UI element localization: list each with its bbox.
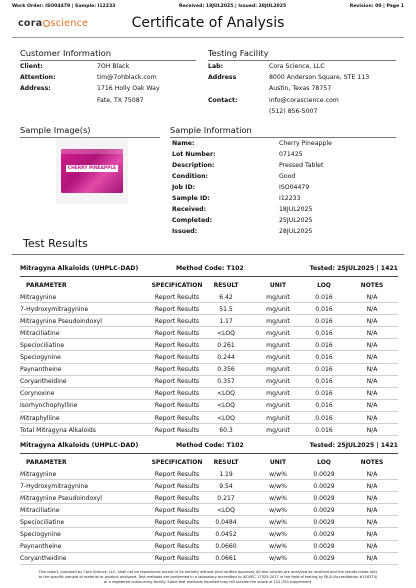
unit-cell: mg/unit — [266, 317, 290, 325]
table-body — [20, 468, 398, 565]
result-cell: 1.19 — [219, 470, 233, 478]
result-cell: 0.261 — [217, 341, 235, 349]
sample-info-block — [172, 138, 396, 242]
table-row — [20, 516, 398, 528]
unit-cell: mg/unit — [266, 341, 290, 349]
parameter-cell: Mitragynine Pseudoindoxyl — [20, 317, 102, 325]
col-unit: UNIT — [269, 458, 287, 466]
notes-cell: N/A — [366, 470, 378, 478]
tested-date: Tested: 25JUL2025 | 1421 — [309, 442, 398, 449]
loq-cell: 0.016 — [315, 293, 333, 301]
unit-cell: mg/unit — [266, 329, 290, 337]
result-cell: 0.0660 — [215, 543, 237, 551]
revision-text: Revision: 00 | Page 1 — [349, 4, 404, 9]
unit-cell: mg/unit — [266, 426, 290, 434]
specification-cell: Report Results — [154, 354, 200, 362]
contact-phone: (512) 856-5007 — [269, 107, 318, 115]
result-cell: 51.5 — [219, 305, 233, 313]
job-id-value: ISO04479 — [279, 184, 310, 191]
column-header-row — [20, 456, 398, 468]
attention-label: Attention: — [20, 74, 56, 82]
unit-cell: mg/unit — [266, 293, 290, 301]
table-row — [20, 541, 398, 553]
col-notes: NOTES — [360, 281, 384, 289]
result-cell: 0.217 — [217, 494, 235, 502]
col-specification: SPECIFICATION — [151, 281, 203, 289]
notes-cell: N/A — [366, 543, 378, 551]
unit-cell: w/w% — [269, 506, 287, 514]
pouch-label: CHERRY PINEAPPLE — [67, 166, 117, 171]
specification-cell: Report Results — [154, 543, 200, 551]
completed-value: 25JUL2025 — [279, 217, 313, 224]
unit-cell: mg/unit — [266, 305, 290, 313]
sample-photo — [56, 138, 128, 204]
col-parameter: PARAMETER — [26, 458, 67, 466]
notes-cell: N/A — [366, 555, 378, 563]
method-code: Method Code: T102 — [176, 442, 244, 449]
unit-cell: w/w% — [269, 482, 287, 490]
table-row — [20, 351, 398, 363]
name-label: Name: — [172, 140, 195, 147]
parameter-cell: Total Mitragyna Alkaloids — [20, 426, 96, 434]
loq-cell: 0.016 — [315, 317, 333, 325]
parameter-cell: Mitraphylline — [20, 414, 60, 422]
sample-id-value: I12233 — [279, 195, 301, 202]
table-row — [20, 528, 398, 540]
specification-cell: Report Results — [154, 506, 200, 514]
result-cell: <LOQ — [217, 329, 235, 337]
table-row — [20, 468, 398, 480]
specification-cell: Report Results — [154, 426, 200, 434]
table-row — [20, 388, 398, 400]
table-row — [20, 327, 398, 339]
result-cell: <LOQ — [217, 414, 235, 422]
table-row — [20, 376, 398, 388]
table-row — [20, 480, 398, 492]
specification-cell: Report Results — [154, 518, 200, 526]
header-divider — [12, 37, 404, 38]
parameter-cell: 7-Hydroxymitragynine — [20, 482, 89, 490]
result-cell: 60.3 — [219, 426, 233, 434]
unit-cell: w/w% — [269, 470, 287, 478]
description-value: Pressed Tablet — [279, 162, 324, 169]
customer-info-heading: Customer Information — [20, 48, 111, 58]
notes-cell: N/A — [366, 366, 378, 374]
specification-cell: Report Results — [154, 531, 200, 539]
table-body — [20, 291, 398, 436]
testing-facility-heading: Testing Facility — [208, 48, 269, 58]
loq-cell: 0.016 — [315, 390, 333, 398]
description-label: Description: — [172, 162, 215, 169]
issued-label: Issued: — [172, 228, 198, 235]
received-value: 18JUL2025 — [279, 206, 313, 213]
table-row — [20, 400, 398, 412]
disclaimer-line-1: This report, prepared by Cora Science, LLC, shall not be reproduced except in its entirety without prior written approval. All test articles are analyzed as received and the results relate only — [38, 570, 378, 574]
lab-value: Cora Science, LLC — [269, 63, 325, 70]
specification-cell: Report Results — [154, 366, 200, 374]
notes-cell: N/A — [366, 482, 378, 490]
col-result: RESULT — [213, 458, 239, 466]
tested-date: Tested: 25JUL2025 | 1421 — [309, 265, 398, 272]
parameter-cell: Speciogynine — [20, 354, 61, 362]
disclaimer-footer — [16, 570, 400, 585]
loq-cell: 0.016 — [315, 341, 333, 349]
table-row — [20, 303, 398, 315]
loq-cell: 0.016 — [315, 426, 333, 434]
notes-cell: N/A — [366, 378, 378, 386]
unit-cell: mg/unit — [266, 366, 290, 374]
logo-cora-text: cora — [18, 17, 43, 29]
specification-cell: Report Results — [154, 414, 200, 422]
lab-label: Lab: — [208, 63, 224, 70]
loq-cell: 0.0029 — [313, 531, 335, 539]
customer-address-line1: 1716 Holly Oak Way — [97, 85, 160, 93]
parameter-cell: Paynantheine — [20, 366, 62, 374]
loq-cell: 0.016 — [315, 414, 333, 422]
parameter-cell: Mitragynine Pseudoindoxyl — [20, 494, 102, 502]
specification-cell: Report Results — [154, 341, 200, 349]
unit-cell: mg/unit — [266, 414, 290, 422]
facility-address-label: Address — [208, 74, 237, 82]
specification-cell: Report Results — [154, 402, 200, 410]
specification-cell: Report Results — [154, 305, 200, 313]
notes-cell: N/A — [366, 329, 378, 337]
sample-images-heading: Sample Image(s) — [20, 125, 91, 135]
loq-cell: 0.0029 — [313, 506, 335, 514]
testing-facility-block — [208, 61, 398, 121]
contact-email: info@corascience.com — [269, 96, 339, 104]
parameter-cell: Speciociliatine — [20, 518, 65, 526]
parameter-cell: 7-Hydroxymitragynine — [20, 305, 89, 313]
result-cell: <LOQ — [217, 506, 235, 514]
notes-cell: N/A — [366, 402, 378, 410]
result-cell: 6.42 — [219, 293, 233, 301]
lot-number-label: Lot Number: — [172, 151, 216, 158]
col-loq: LOQ — [317, 458, 331, 466]
notes-cell: N/A — [366, 293, 378, 301]
parameter-cell: Speciogynine — [20, 531, 61, 539]
specification-cell: Report Results — [154, 293, 200, 301]
condition-label: Condition: — [172, 173, 208, 180]
loq-cell: 0.016 — [315, 354, 333, 362]
notes-cell: N/A — [366, 341, 378, 349]
results-table-mg-unit — [20, 263, 398, 436]
loq-cell: 0.0029 — [313, 543, 335, 551]
parameter-cell: Mitragynine — [20, 470, 57, 478]
logo-science-text: science — [50, 17, 89, 29]
unit-cell: w/w% — [269, 494, 287, 502]
specification-cell: Report Results — [154, 317, 200, 325]
table-title-rule — [20, 453, 398, 454]
customer-info-block — [20, 61, 200, 109]
parameter-cell: Mitraciliatine — [20, 329, 60, 337]
loq-cell: 0.0029 — [313, 555, 335, 563]
unit-cell: w/w% — [269, 531, 287, 539]
client-label: Client: — [20, 63, 43, 70]
loq-cell: 0.016 — [315, 329, 333, 337]
loq-cell: 0.0029 — [313, 494, 335, 502]
unit-cell: w/w% — [269, 555, 287, 563]
notes-cell: N/A — [366, 426, 378, 434]
notes-cell: N/A — [366, 518, 378, 526]
received-issued-text: Received: 18JUL2025 | Issued: 28JUL2025 — [178, 4, 287, 9]
unit-cell: mg/unit — [266, 402, 290, 410]
loq-cell: 0.0029 — [313, 482, 335, 490]
parameter-cell: Mitraciliatine — [20, 506, 60, 514]
test-results-rule — [12, 254, 404, 255]
loq-cell: 0.016 — [315, 378, 333, 386]
contact-label: Contact: — [208, 96, 238, 104]
specification-cell: Report Results — [154, 494, 200, 502]
parameter-cell: Isorhynchophylline — [20, 402, 78, 410]
condition-value: Good — [279, 173, 296, 180]
issued-value: 28JUL2025 — [279, 228, 313, 235]
table-row — [20, 364, 398, 376]
disclaimer-line-3: or a registered outsourcing facility. Some test methods reported may fall outside the scope of 122-250 supplement. — [103, 580, 313, 584]
parameter-cell: Corynoxine — [20, 390, 55, 398]
parameter-cell: Paynantheine — [20, 543, 62, 551]
table-row — [20, 315, 398, 327]
notes-cell: N/A — [366, 317, 378, 325]
result-cell: 0.357 — [217, 378, 235, 386]
notes-cell: N/A — [366, 531, 378, 539]
column-header-row — [20, 279, 398, 291]
table-row — [20, 412, 398, 424]
specification-cell: Report Results — [154, 470, 200, 478]
parameter-cell: Speciociliatine — [20, 341, 65, 349]
result-cell: <LOQ — [217, 402, 235, 410]
result-cell: 0.356 — [217, 366, 235, 374]
specification-cell: Report Results — [154, 482, 200, 490]
result-cell: 0.0661 — [215, 555, 237, 563]
notes-cell: N/A — [366, 506, 378, 514]
result-cell: 0.244 — [217, 354, 235, 362]
notes-cell: N/A — [366, 354, 378, 362]
sample-id-label: Sample ID: — [172, 195, 210, 202]
parameter-cell: Coryantheidine — [20, 378, 67, 386]
pouch-seal-strip — [61, 149, 123, 154]
test-results-heading: Test Results — [23, 237, 88, 250]
unit-cell: w/w% — [269, 543, 287, 551]
table-title-rule — [20, 276, 398, 277]
specification-cell: Report Results — [154, 555, 200, 563]
completed-label: Completed: — [172, 217, 213, 224]
loq-cell: 0.016 — [315, 305, 333, 313]
parameter-cell: Coryantheidine — [20, 555, 67, 563]
work-order-text: Work Order: ISO04479 | Sample: I12233 — [12, 4, 116, 9]
table-row — [20, 504, 398, 516]
col-unit: UNIT — [269, 281, 287, 289]
result-cell: 1.17 — [219, 317, 233, 325]
unit-cell: mg/unit — [266, 354, 290, 362]
loq-cell: 0.0029 — [313, 470, 335, 478]
parameter-cell: Mitragynine — [20, 293, 57, 301]
result-cell: 0.0452 — [215, 531, 237, 539]
customer-address-label: Address: — [20, 85, 51, 93]
unit-cell: mg/unit — [266, 390, 290, 398]
col-loq: LOQ — [317, 281, 331, 289]
customer-address-line2: Fate, TX 75087 — [97, 96, 144, 104]
table-title: Mitragyna Alkaloids (UHPLC-DAD) — [20, 442, 139, 449]
name-value: Cherry Pineapple — [279, 140, 332, 147]
col-parameter: PARAMETER — [26, 281, 67, 289]
job-id-label: Job ID: — [172, 184, 196, 191]
notes-cell: N/A — [366, 494, 378, 502]
attention-value: tim@7ohblack.com — [97, 74, 157, 82]
table-title-bar — [20, 440, 398, 452]
specification-cell: Report Results — [154, 390, 200, 398]
table-row — [20, 492, 398, 504]
report-meta-bar — [12, 4, 404, 12]
unit-cell: w/w% — [269, 518, 287, 526]
result-cell: 0.0484 — [215, 518, 237, 526]
table-row — [20, 291, 398, 303]
document-title: Certificate of Analysis — [131, 15, 285, 31]
col-specification: SPECIFICATION — [151, 458, 203, 466]
table-row — [20, 339, 398, 351]
lot-number-value: 071425 — [279, 151, 303, 158]
client-value: 7OH Black — [97, 63, 130, 70]
table-title-bar — [20, 263, 398, 275]
table-title: Mitragyna Alkaloids (UHPLC-DAD) — [20, 265, 139, 272]
result-cell: <LOQ — [217, 390, 235, 398]
loq-cell: 0.016 — [315, 402, 333, 410]
specification-cell: Report Results — [154, 378, 200, 386]
table-row — [20, 424, 398, 436]
product-pouch-image — [61, 149, 123, 193]
notes-cell: N/A — [366, 390, 378, 398]
specification-cell: Report Results — [154, 329, 200, 337]
col-notes: NOTES — [360, 458, 384, 466]
loq-cell: 0.0029 — [313, 518, 335, 526]
unit-cell: mg/unit — [266, 378, 290, 386]
col-result: RESULT — [213, 281, 239, 289]
loq-cell: 0.016 — [315, 366, 333, 374]
notes-cell: N/A — [366, 414, 378, 422]
facility-address-line2: Austin, Texas 78757 — [269, 85, 332, 93]
notes-cell: N/A — [366, 305, 378, 313]
facility-address-line1: 8000 Anderson Square, STE 113 — [269, 74, 370, 82]
sample-info-heading: Sample Information — [170, 125, 252, 135]
received-label: Received: — [172, 206, 207, 213]
results-table-w-w-percent — [20, 440, 398, 565]
method-code: Method Code: T102 — [176, 265, 244, 272]
table-row — [20, 553, 398, 565]
result-cell: 9.54 — [219, 482, 233, 490]
disclaimer-line-2: to the specific sample of material or product analyzed. Test methods are performed in a laboratory accredited to ISO/IEC 17025:2017 in the field of testing by PJLA (Accreditation #116374) — [38, 575, 378, 579]
